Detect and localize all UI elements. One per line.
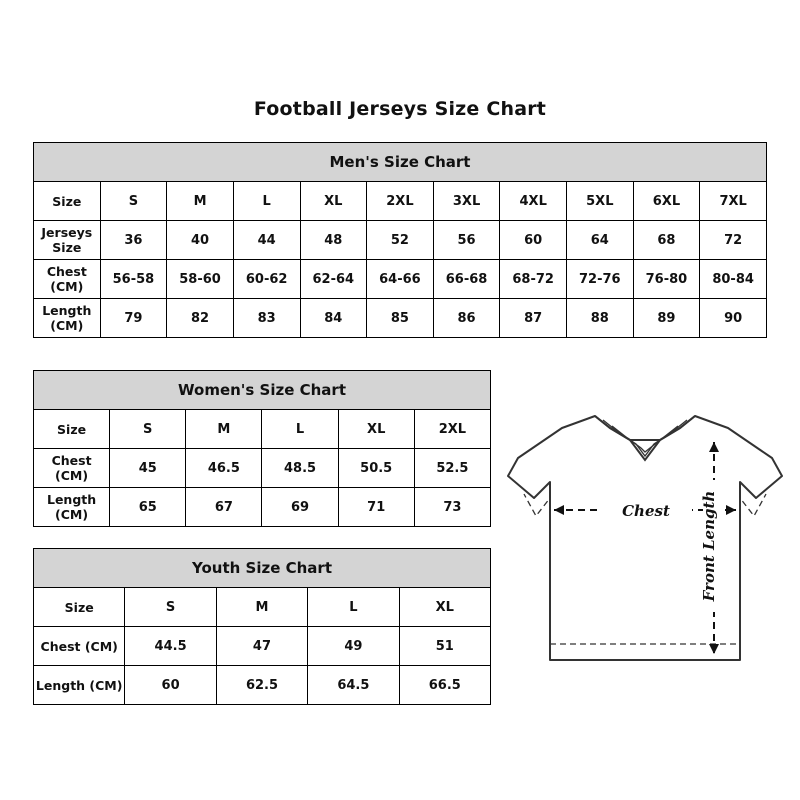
column-header: Size bbox=[34, 410, 110, 449]
column-header: L bbox=[233, 182, 300, 221]
table-cell: 90 bbox=[700, 299, 767, 338]
table-row bbox=[34, 449, 491, 488]
table-cell: 56 bbox=[433, 221, 500, 260]
table-cell: 89 bbox=[633, 299, 700, 338]
table-row bbox=[34, 627, 491, 666]
table-cell: 40 bbox=[167, 221, 234, 260]
table-cell: 46.5 bbox=[186, 449, 262, 488]
table-cell: 58-60 bbox=[167, 260, 234, 299]
column-header: M bbox=[216, 588, 307, 627]
column-header: L bbox=[308, 588, 399, 627]
mens-size-chart-table bbox=[33, 142, 767, 338]
table-cell: 87 bbox=[500, 299, 567, 338]
table-header-row bbox=[34, 410, 491, 449]
table-header-row bbox=[34, 588, 491, 627]
table-cell: 65 bbox=[110, 488, 186, 527]
youth-chart-caption: Youth Size Chart bbox=[34, 549, 491, 588]
table-cell: 82 bbox=[167, 299, 234, 338]
row-label: Jerseys Size bbox=[34, 221, 101, 260]
table-cell: 44.5 bbox=[125, 627, 216, 666]
column-header: M bbox=[186, 410, 262, 449]
column-header: 6XL bbox=[633, 182, 700, 221]
table-cell: 67 bbox=[186, 488, 262, 527]
column-header: 7XL bbox=[700, 182, 767, 221]
table-row bbox=[34, 666, 491, 705]
mens-chart-caption: Men's Size Chart bbox=[34, 143, 767, 182]
table-cell: 69 bbox=[262, 488, 338, 527]
column-header: 2XL bbox=[414, 410, 490, 449]
column-header: M bbox=[167, 182, 234, 221]
table-cell: 72-76 bbox=[567, 260, 634, 299]
table-cell: 66.5 bbox=[399, 666, 490, 705]
table-cell: 71 bbox=[338, 488, 414, 527]
chest-label: Chest bbox=[622, 502, 670, 520]
table-cell: 60 bbox=[125, 666, 216, 705]
column-header: S bbox=[110, 410, 186, 449]
table-cell: 76-80 bbox=[633, 260, 700, 299]
column-header: Size bbox=[34, 182, 101, 221]
table-cell: 68 bbox=[633, 221, 700, 260]
table-cell: 83 bbox=[233, 299, 300, 338]
table-cell: 47 bbox=[216, 627, 307, 666]
table-caption-row bbox=[34, 143, 767, 182]
row-label: Length (CM) bbox=[34, 299, 101, 338]
column-header: S bbox=[100, 182, 167, 221]
table-cell: 44 bbox=[233, 221, 300, 260]
table-cell: 86 bbox=[433, 299, 500, 338]
table-cell: 60-62 bbox=[233, 260, 300, 299]
column-header: 3XL bbox=[433, 182, 500, 221]
table-cell: 60 bbox=[500, 221, 567, 260]
table-cell: 72 bbox=[700, 221, 767, 260]
table-cell: 73 bbox=[414, 488, 490, 527]
row-label: Chest (CM) bbox=[34, 627, 125, 666]
row-label: Chest (CM) bbox=[34, 449, 110, 488]
womens-chart-caption: Women's Size Chart bbox=[34, 371, 491, 410]
column-header: XL bbox=[399, 588, 490, 627]
column-header: L bbox=[262, 410, 338, 449]
table-cell: 64-66 bbox=[367, 260, 434, 299]
column-header: 4XL bbox=[500, 182, 567, 221]
table-cell: 48 bbox=[300, 221, 367, 260]
row-label: Length (CM) bbox=[34, 488, 110, 527]
table-caption-row bbox=[34, 371, 491, 410]
table-cell: 84 bbox=[300, 299, 367, 338]
table-cell: 80-84 bbox=[700, 260, 767, 299]
jersey-measurement-diagram bbox=[500, 398, 790, 688]
table-cell: 79 bbox=[100, 299, 167, 338]
column-header: XL bbox=[300, 182, 367, 221]
table-cell: 52.5 bbox=[414, 449, 490, 488]
row-label: Chest (CM) bbox=[34, 260, 101, 299]
page-title: Football Jerseys Size Chart bbox=[253, 98, 547, 120]
table-cell: 62-64 bbox=[300, 260, 367, 299]
table-header-row bbox=[34, 182, 767, 221]
table-cell: 66-68 bbox=[433, 260, 500, 299]
table-cell: 48.5 bbox=[262, 449, 338, 488]
table-cell: 45 bbox=[110, 449, 186, 488]
column-header: 5XL bbox=[567, 182, 634, 221]
table-cell: 52 bbox=[367, 221, 434, 260]
table-cell: 62.5 bbox=[216, 666, 307, 705]
column-header: 2XL bbox=[367, 182, 434, 221]
table-cell: 64.5 bbox=[308, 666, 399, 705]
column-header: Size bbox=[34, 588, 125, 627]
table-row bbox=[34, 260, 767, 299]
table-cell: 36 bbox=[100, 221, 167, 260]
youth-size-chart-table bbox=[33, 548, 491, 705]
table-cell: 49 bbox=[308, 627, 399, 666]
front-length-label: Front Length bbox=[700, 490, 718, 602]
table-caption-row bbox=[34, 549, 491, 588]
table-row bbox=[34, 488, 491, 527]
table-cell: 51 bbox=[399, 627, 490, 666]
row-label: Length (CM) bbox=[34, 666, 125, 705]
table-cell: 88 bbox=[567, 299, 634, 338]
table-cell: 64 bbox=[567, 221, 634, 260]
table-row bbox=[34, 299, 767, 338]
table-cell: 68-72 bbox=[500, 260, 567, 299]
table-row bbox=[34, 221, 767, 260]
column-header: XL bbox=[338, 410, 414, 449]
table-cell: 85 bbox=[367, 299, 434, 338]
table-cell: 50.5 bbox=[338, 449, 414, 488]
column-header: S bbox=[125, 588, 216, 627]
table-cell: 56-58 bbox=[100, 260, 167, 299]
womens-size-chart-table bbox=[33, 370, 491, 527]
